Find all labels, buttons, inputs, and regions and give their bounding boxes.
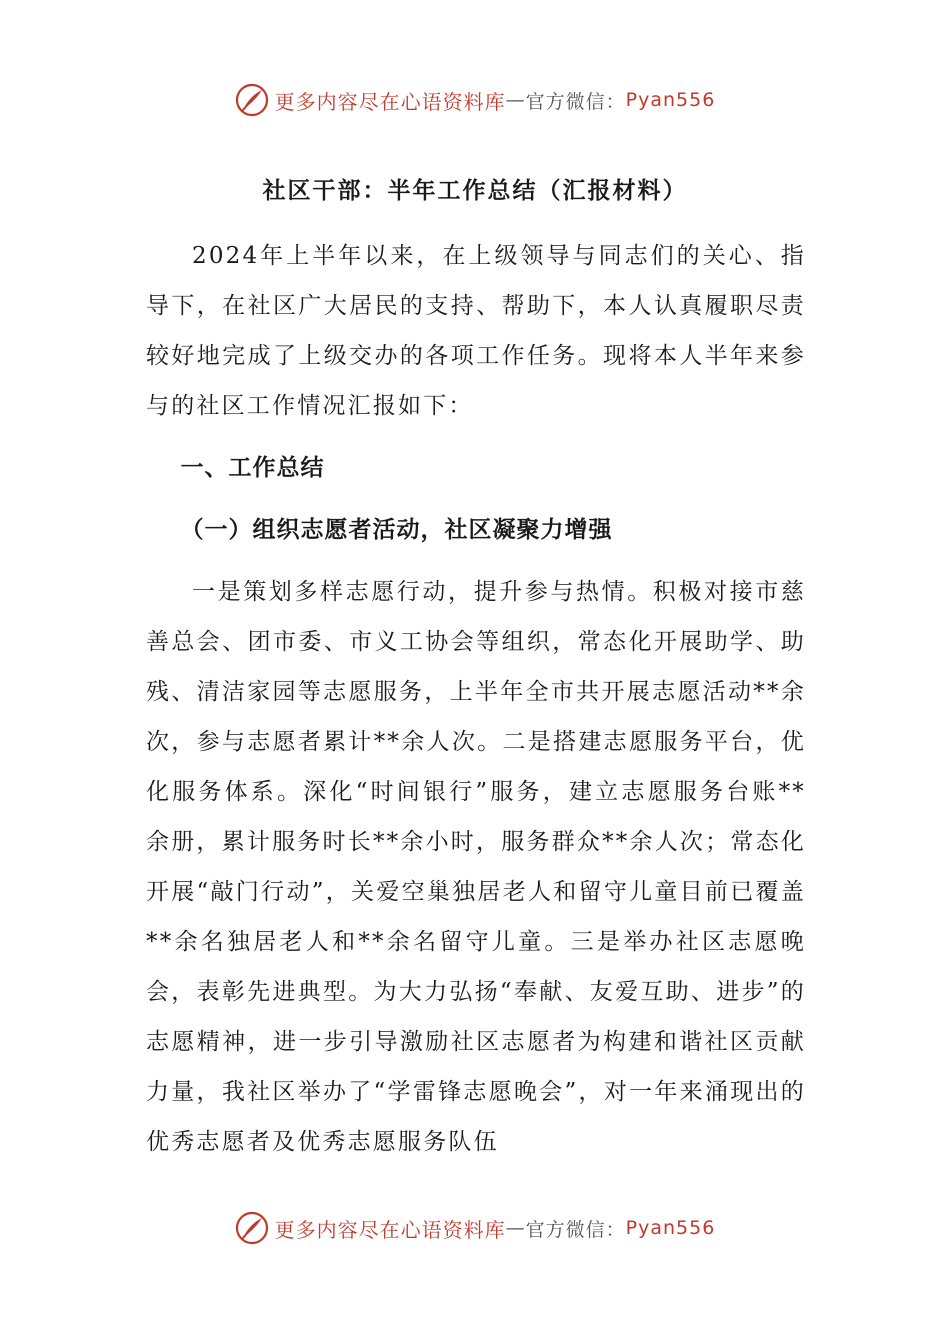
quill-logo-icon — [235, 1211, 269, 1245]
quill-logo-icon — [235, 83, 269, 117]
watermark-wechat-id: Pyan556 — [625, 1217, 716, 1239]
watermark-brand-text: 更多内容尽在心语资料库 — [274, 89, 506, 114]
subsection-heading-volunteer: （一）组织志愿者活动，社区凝聚力增强 — [180, 517, 613, 543]
watermark-banner-top — [0, 80, 950, 120]
intro-paragraph: 2024年上半年以来，在上级领导与同志们的关心、指导下，在社区广大居民的支持、帮助下，本人认真履职尽责较好地完成了上级交办的各项工作任务。现将本人半年来参与的社区工作情况汇报如下： — [146, 243, 806, 419]
watermark-contact-label: 官方微信： — [525, 90, 626, 113]
watermark-separator: — — [505, 89, 526, 111]
watermark-banner-bottom — [0, 1208, 950, 1248]
document-title: 社区干部：半年工作总结（汇报材料） — [262, 178, 688, 204]
volunteer-body-paragraph: 一是策划多样志愿行动，提升参与热情。积极对接市慈善总会、团市委、市义工协会等组织，常态化开展助学、助残、清洁家园等志愿服务，上半年全市共开展志愿活动**余次，参与志愿者累计**余人次。二是搭建志愿服务平台，优化服务体系。深化“时间银行”服务，建立志愿服务台账**余册，累计服务时长**余小时，服务群众**余人次；常态化开展“敲门行动”，关爱空巢独居老人和留守儿童目前已覆盖**余名独居老人和**余名留守儿童。三是举办社区志愿晚会，表彰先进典型。为大力弘扬“奉献、友爱互助、进步”的志愿精神，进一步引导激励社区志愿者为构建和谐社区贡献力量，我社区举办了“学雷锋志愿晚会”，对一年来涌现出的优秀志愿者及优秀志愿服务队伍 — [146, 579, 806, 1155]
section-heading-work-summary: 一、工作总结 — [180, 455, 325, 481]
watermark-wechat-id: Pyan556 — [625, 89, 716, 111]
watermark-brand-text: 更多内容尽在心语资料库 — [274, 1217, 506, 1242]
watermark-contact-label: 官方微信： — [525, 1218, 626, 1241]
watermark-separator: — — [505, 1217, 526, 1239]
document-body — [146, 231, 806, 1167]
